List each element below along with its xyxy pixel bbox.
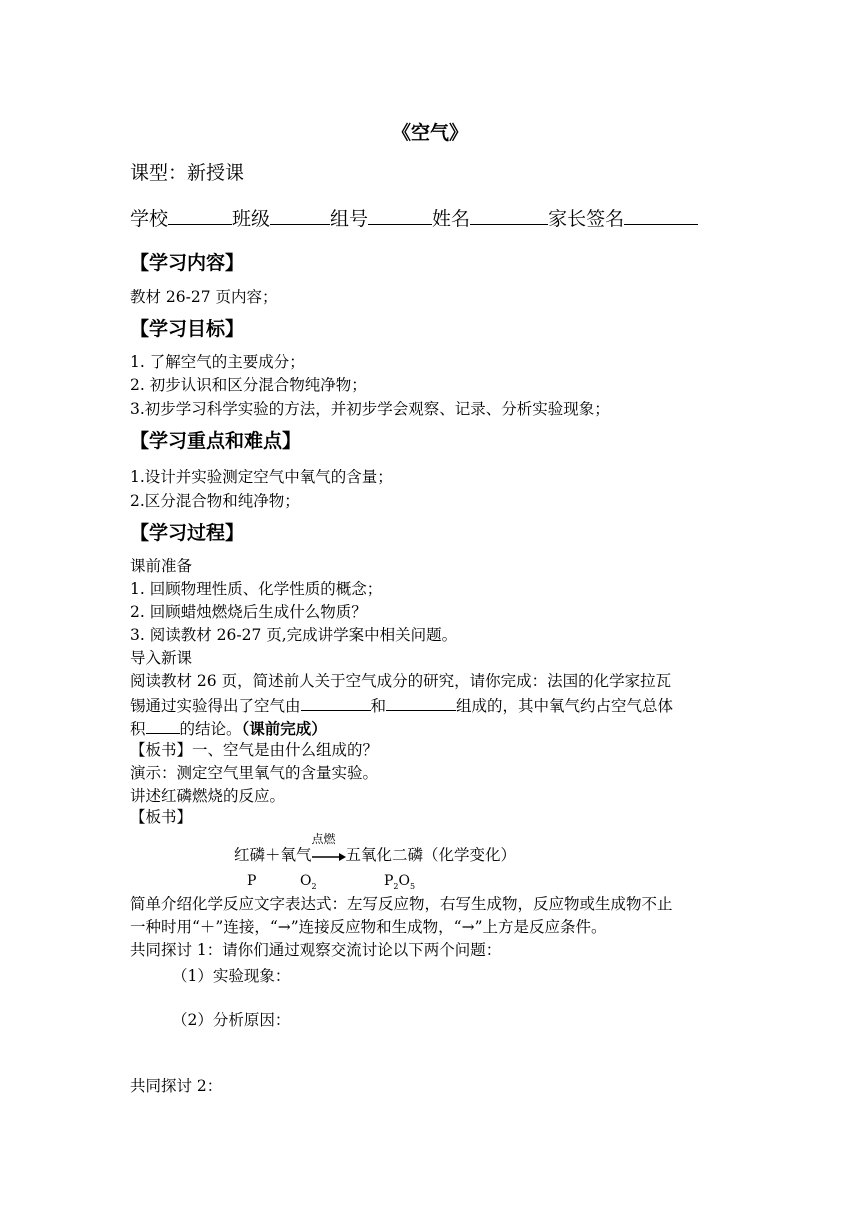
expression-intro: 简单介绍化学反应文字表达式：左写反应物，右写生成物，反应物或生成物不止 [130, 895, 673, 913]
prep-item: 2. 回顾蜡烛燃烧后生成什么物质？ [130, 603, 367, 621]
reaction-condition: 点燃 [311, 832, 336, 846]
discussion-2: 共同探讨 2： [130, 1077, 223, 1095]
symbol-subscript: 2 [311, 881, 317, 891]
goal-item: 3.初步学习科学实验的方法，并初步学会观察、记录、分析实验现象； [130, 400, 610, 418]
board-tag: 【板书】 [130, 741, 193, 759]
pre-class-note: （课前完成） [241, 719, 327, 738]
intro-text-part: 锡通过实验得出了空气由 [130, 697, 301, 715]
symbol-text: P [384, 873, 394, 889]
fill-blank-2[interactable] [386, 694, 456, 711]
symbol-p: P [247, 873, 257, 889]
arrow-icon [312, 852, 346, 862]
class-label: 班级 [232, 208, 271, 230]
goal-item: 2. 初步认识和区分混合物纯净物； [130, 376, 367, 394]
intro-text-part: 组成的，其中氧气约占空气总体 [456, 697, 674, 715]
expression-intro: 一种时用“＋”连接，“→”连接反应物和生成物，“→”上方是反应条件。 [130, 918, 607, 936]
school-label: 学校 [130, 208, 169, 230]
name-blank[interactable] [470, 208, 548, 225]
question-1: （1）实验现象： [172, 967, 291, 985]
content-text: 教材 26-27 页内容； [130, 288, 278, 306]
word-equation [234, 832, 517, 866]
equation-products: 五氧化二磷（化学变化） [345, 846, 517, 864]
parent-sign-blank[interactable] [624, 208, 698, 225]
group-label: 组号 [330, 208, 369, 230]
prep-item: 1. 回顾物理性质、化学性质的概念； [130, 580, 383, 598]
symbol-subscript: 5 [410, 881, 416, 891]
board-note-1 [130, 740, 378, 760]
page-title: 《空气》 [391, 122, 468, 144]
key-points-heading: 【学习重点和难点】 [130, 430, 302, 452]
intro-text-part: 的结论。 [179, 720, 242, 738]
symbol-text: O [300, 873, 312, 889]
key-point-item: 1.设计并实验测定空气中氧气的含量； [130, 468, 393, 486]
explain-text: 讲述红磷燃烧的反应。 [130, 787, 286, 805]
reaction-arrow [311, 832, 346, 866]
student-info-line [130, 206, 698, 232]
equation-reactants: 红磷＋氧气 [234, 846, 312, 864]
group-blank[interactable] [368, 208, 432, 225]
content-heading: 【学习内容】 [130, 252, 245, 274]
discussion-1: 共同探讨 1：请你们通过观察交流讨论以下两个问题： [130, 941, 502, 959]
parent-sign-label: 家长签名 [548, 208, 625, 230]
intro-text: 阅读教材 26 页，简述前人关于空气成分的研究，请你完成：法国的化学家拉瓦 [130, 672, 672, 690]
lesson-type: 课型：新授课 [130, 162, 245, 184]
intro-text-fill [130, 694, 673, 716]
intro-text-part: 积 [130, 720, 146, 738]
intro-title: 导入新课 [130, 649, 193, 667]
key-point-item: 2.区分混合物和纯净物； [130, 492, 300, 510]
symbol-o2 [300, 873, 317, 891]
fill-blank-1[interactable] [301, 694, 371, 711]
process-heading: 【学习过程】 [130, 522, 245, 544]
prep-item: 3. 阅读教材 26-27 页,完成讲学案中相关问题。 [130, 626, 458, 644]
symbol-p2o5 [384, 873, 415, 891]
goal-item: 1. 了解空气的主要成分； [130, 353, 305, 371]
intro-text-part: 和 [370, 697, 387, 715]
intro-text-fill [130, 717, 327, 739]
school-blank[interactable] [168, 208, 232, 225]
class-blank[interactable] [270, 208, 330, 225]
board-text: 一、空气是由什么组成的？ [192, 741, 379, 759]
name-label: 姓名 [432, 208, 471, 230]
question-2: （2）分析原因： [172, 1011, 291, 1029]
symbol-text: O [398, 873, 410, 889]
demo-text: 演示：测定空气里氧气的含量实验。 [130, 764, 379, 782]
symbol-subscript: 2 [393, 881, 399, 891]
fill-blank-3[interactable] [146, 717, 180, 734]
board-tag-2: 【板书】 [130, 808, 193, 826]
prep-title: 课前准备 [130, 557, 193, 575]
goals-heading: 【学习目标】 [130, 318, 245, 340]
